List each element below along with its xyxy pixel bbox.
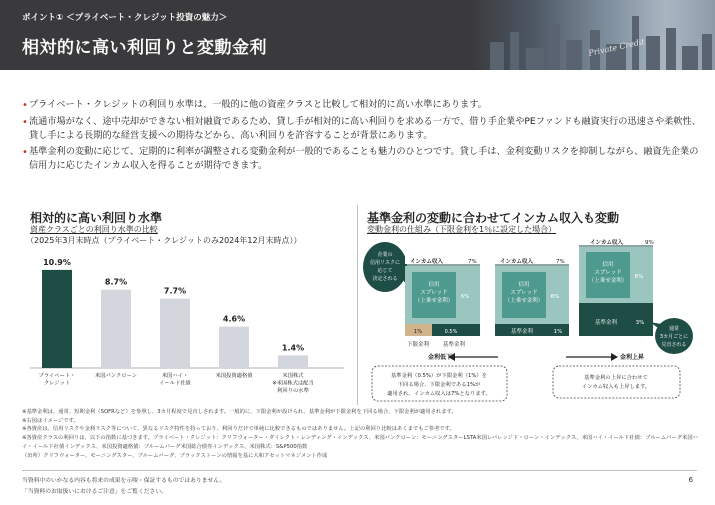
- bullet-list: [22, 98, 702, 176]
- bar-2: [101, 290, 131, 368]
- svg-text:（上乗せ金利）: （上乗せ金利）: [414, 298, 454, 304]
- footnote: ※右図はイメージです。: [22, 417, 79, 424]
- bar-value-label: 7.7%: [163, 286, 187, 296]
- footnote: ※各資産は、信用リスクや金利リスク等について、異なるリスク特性を持っており、利回りだけで単純に比較できるものではありません。上記の利回り比較はあくまでもご参考です。: [22, 426, 455, 433]
- svg-text:（上乗せ金利）: （上乗せ金利）: [504, 298, 544, 304]
- svg-text:信用: 信用: [518, 282, 530, 288]
- svg-text:下回る場合、下限金利である1%が: 下回る場合、下限金利である1%が: [397, 382, 481, 388]
- category-label: クレジット: [43, 380, 71, 387]
- category-label: プライベート・: [38, 373, 76, 379]
- svg-text:基準金利の上昇に合わせて: 基準金利の上昇に合わせて: [584, 375, 648, 381]
- footnote: （出所）クリフウォーター、モーニングスター、ブルームバーグ、ブラックストーンの情報を基に大和アセットマネジメント作成: [22, 452, 328, 459]
- bubble-left-line: 応じて: [377, 268, 393, 274]
- bullet-item: • プライベート・クレジットの利回り水準は、一般的に他の資産クラスと比較して相対的に高い水準にあります。: [22, 98, 702, 112]
- floating-rate-diagram: [358, 236, 703, 406]
- bullet-item: • 流通市場がなく、途中売却ができない相対融資であるため、貸し手が相対的に高い利回りを求める一方で、借り手企業やPEファンドも融資実行の迅速さや柔軟性、貸し手による長期的な経営支援への期待などから、高い利回りを許容することが背景にあります。: [22, 115, 702, 143]
- bar-value-label: 4.6%: [222, 314, 246, 324]
- left-section-title: 相対的に高い利回り水準: [30, 211, 163, 225]
- category-label: 米国ハイ・: [161, 373, 189, 379]
- svg-text:基準金利（0.5%）が下限金利（1%）を: 基準金利（0.5%）が下限金利（1%）を: [390, 373, 488, 379]
- right-section-subtitle: 変動金利の仕組み（下限金利を1％に設定した場合）: [367, 225, 557, 234]
- svg-text:適用され、インカム収入は7%となります。: 適用され、インカム収入は7%となります。: [387, 391, 491, 397]
- header-kicker: ポイント① ＜プライベート・クレジット投資の魅力＞: [22, 13, 228, 23]
- svg-text:スプレッド: スプレッド: [594, 270, 622, 276]
- disclaimer-note: 「当資料のお取扱いにおけるご注意」をご覧ください。: [22, 489, 167, 495]
- bar-5: [278, 355, 308, 368]
- footnote: ※各資産クラスの利回りは、以下の指数に基づきます。プライベート・クレジット：クリフウォーター・ダイレクト・レンディング・インデックス、米国バンクローン：モーニングスターLSTA米国レバレッジド・ローン・インデックス、米国ハイ・イールド社債：ブルームバーグ米国ハイ・イールド社債インデックス、米国投資適格債：ブルームバーグ米国総合債券インデックス、米国株式：S&P500指数: [22, 435, 698, 450]
- category-label: 米国バンクローン: [94, 373, 138, 379]
- yield-bar-chart: [22, 248, 352, 406]
- left-section-subtitle: 資産クラスごとの利回り水準の比較: [30, 225, 158, 234]
- category-label: ※米国株式は配当: [272, 380, 314, 387]
- bar-value-label: 8.7%: [104, 277, 128, 287]
- category-label: 米国投資適格債: [215, 373, 253, 379]
- disclaimer-note: 当資料中のいかなる内容も将来の成果を示唆・保証するものではありません。: [22, 478, 226, 484]
- bottom-rule: [22, 470, 697, 471]
- svg-text:（上乗せ金利）: （上乗せ金利）: [588, 278, 628, 284]
- c1-income-pct: 7%: [468, 259, 477, 265]
- svg-text:1%: 1%: [413, 329, 423, 335]
- svg-text:インカム収入も上昇します。: インカム収入も上昇します。: [581, 384, 651, 390]
- c2-base-label: 基準金利: [510, 329, 534, 335]
- credit-risk-bubble: [363, 242, 407, 292]
- c3-base-label: 基準金利: [594, 320, 618, 326]
- c2-spread-pct: 6%: [550, 294, 560, 300]
- c2-base-pct: 1%: [553, 329, 563, 335]
- bubble-left-line: 企業の: [377, 252, 393, 258]
- category-label: 米国株式: [282, 373, 304, 379]
- c1-spread-pct: 6%: [460, 294, 470, 300]
- bar-value-label: 1.4%: [281, 343, 305, 353]
- svg-text:スプレッド: スプレッド: [510, 290, 538, 296]
- left-section-note: （2025年3月末時点（プライベート・クレジットのみ2024年12月末時点））: [26, 236, 302, 245]
- bullet-item: • 基準金利の変動に応じて、定期的に利率が調整される変動金利が一般的であることも魅力のひとつです。貸し手は、金利変動リスクを抑制しながら、融資先企業の信用力に応じたインカム収入を得ることが期待できます。: [22, 145, 702, 173]
- svg-text:3カ月ごとに: 3カ月ごとに: [659, 334, 689, 340]
- c2-income-pct: 7%: [556, 259, 565, 265]
- bar-value-label: 10.9%: [43, 257, 71, 267]
- bubble-left-line: 信用リスクに: [370, 260, 400, 266]
- callout-right: [553, 366, 680, 398]
- category-label: 利回りの水準: [277, 388, 309, 394]
- bar-4: [219, 327, 249, 368]
- footnote: ※基準金利は、通常、短期金利（SOFRなど）を参照し、3カ月程度で見直しされます。一般的に、下限金利が設けられ、基準金利が下限金利を下回る場合、下限金利が適用されます。: [22, 409, 457, 415]
- bar-1: [42, 270, 72, 368]
- svg-text:見直される: 見直される: [661, 342, 687, 348]
- arrow-up-label: 金利上昇: [620, 354, 645, 361]
- footnotes: [22, 408, 702, 460]
- c1-floor-label: 下限金利: [406, 342, 430, 348]
- arrow-down-label: 金利低下: [428, 354, 453, 361]
- category-label: イールド社債: [159, 380, 191, 387]
- bar-3: [160, 299, 190, 368]
- svg-text:信用: 信用: [428, 282, 440, 288]
- c3-income-label: インカム収入: [590, 240, 624, 246]
- header-banner: [0, 0, 715, 70]
- bubble-left-line: 決定される: [372, 276, 398, 282]
- c2-income-label: インカム収入: [500, 259, 534, 265]
- header-city-photo: [470, 0, 715, 70]
- c3-income-pct: 9%: [645, 240, 654, 246]
- svg-text:通常: 通常: [668, 326, 680, 332]
- header-script-text: Private Credit: [587, 37, 646, 58]
- page-title: 相対的に高い利回りと変動金利: [22, 38, 267, 58]
- right-section-title: 基準金利の変動に合わせてインカム収入も変動: [367, 211, 620, 225]
- svg-text:スプレッド: スプレッド: [420, 290, 448, 296]
- c1-base-label: 基準金利: [442, 342, 466, 348]
- c3-spread-pct: 6%: [634, 274, 644, 280]
- svg-text:0.5%: 0.5%: [444, 329, 458, 335]
- svg-text:信用: 信用: [602, 262, 614, 268]
- c1-income-label: インカム収入: [410, 259, 444, 265]
- arrow-right-head: [611, 353, 618, 361]
- c3-base-pct: 3%: [635, 320, 645, 326]
- page-number: 6: [688, 476, 693, 484]
